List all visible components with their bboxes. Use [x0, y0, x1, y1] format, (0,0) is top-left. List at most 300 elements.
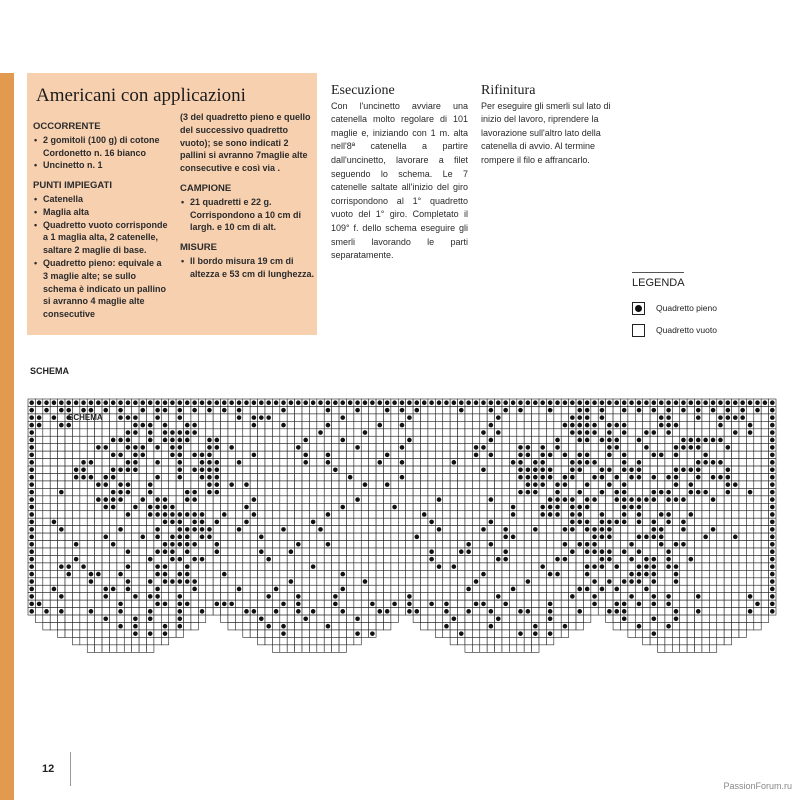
grid-cell [102, 429, 109, 436]
grid-cell [265, 615, 272, 622]
grid-cell [391, 474, 398, 481]
grid-cell [324, 555, 331, 562]
filled-dot [155, 594, 160, 599]
grid-cell [754, 481, 761, 488]
grid-cell [317, 637, 324, 644]
filled-dot [155, 572, 160, 577]
grid-cell [465, 533, 472, 540]
grid-cell [554, 608, 561, 615]
grid-cell [443, 481, 450, 488]
filled-dot [237, 587, 242, 592]
filled-dot [178, 609, 183, 614]
grid-cell [95, 548, 102, 555]
grid-cell [702, 608, 709, 615]
grid-cell [754, 421, 761, 428]
filled-dot [592, 497, 597, 502]
filled-dot [592, 400, 597, 405]
grid-cell [421, 585, 428, 592]
grid-cell [435, 578, 442, 585]
grid-cell [398, 555, 405, 562]
grid-cell [539, 548, 546, 555]
grid-cell [480, 511, 487, 518]
filled-dot [29, 587, 34, 592]
grid-cell [458, 578, 465, 585]
grid-cell [583, 533, 590, 540]
grid-cell [58, 466, 65, 473]
grid-cell [235, 481, 242, 488]
grid-cell [665, 503, 672, 510]
filled-dot [748, 490, 753, 495]
filled-dot [29, 460, 34, 465]
grid-cell [206, 414, 213, 421]
filled-dot [518, 445, 523, 450]
grid-cell [569, 600, 576, 607]
filled-dot [252, 453, 257, 458]
grid-cell [435, 466, 442, 473]
filled-dot [281, 408, 286, 413]
grid-cell [398, 578, 405, 585]
grid-cell [124, 645, 131, 652]
grid-cell [302, 578, 309, 585]
grid-cell [643, 481, 650, 488]
grid-cell [724, 623, 731, 630]
grid-cell [339, 593, 346, 600]
grid-cell [546, 593, 553, 600]
filled-dot [770, 423, 775, 428]
filled-dot [140, 423, 145, 428]
grid-cell [502, 593, 509, 600]
grid-cell [561, 615, 568, 622]
grid-cell [502, 496, 509, 503]
filled-dot [652, 453, 657, 458]
filled-dot [585, 408, 590, 413]
filled-dot [570, 512, 575, 517]
grid-cell [287, 555, 294, 562]
filled-dot [178, 602, 183, 607]
filled-dot [622, 497, 627, 502]
filled-dot [155, 475, 160, 480]
grid-cell [280, 541, 287, 548]
grid-cell [43, 578, 50, 585]
grid-cell [309, 555, 316, 562]
grid-cell [302, 593, 309, 600]
filled-dot [696, 400, 701, 405]
grid-cell [65, 451, 72, 458]
grid-cell [169, 630, 176, 637]
grid-cell [406, 578, 413, 585]
grid-cell [43, 600, 50, 607]
grid-cell [643, 414, 650, 421]
grid-cell [509, 623, 516, 630]
grid-cell [206, 503, 213, 510]
grid-cell [739, 474, 746, 481]
grid-cell [80, 578, 87, 585]
grid-cell [539, 436, 546, 443]
grid-cell [754, 451, 761, 458]
filled-dot [555, 497, 560, 502]
filled-dot [570, 430, 575, 435]
grid-cell [413, 593, 420, 600]
grid-cell [502, 585, 509, 592]
grid-cell [87, 548, 94, 555]
filled-dot [755, 602, 760, 607]
grid-cell [376, 570, 383, 577]
grid-cell [176, 548, 183, 555]
filled-dot [466, 400, 471, 405]
grid-cell [354, 585, 361, 592]
grid-cell [354, 436, 361, 443]
grid-cell [680, 459, 687, 466]
filled-dot [126, 512, 131, 517]
filled-dot [266, 400, 271, 405]
grid-cell [539, 637, 546, 644]
grid-cell [346, 511, 353, 518]
grid-cell [132, 570, 139, 577]
grid-cell [295, 637, 302, 644]
grid-cell [139, 526, 146, 533]
grid-cell [80, 421, 87, 428]
filled-dot [622, 512, 627, 517]
grid-cell [746, 466, 753, 473]
filled-dot [585, 572, 590, 577]
filled-dot [563, 482, 568, 487]
grid-cell [643, 436, 650, 443]
grid-cell [109, 637, 116, 644]
grid-cell [643, 541, 650, 548]
grid-cell [206, 496, 213, 503]
grid-cell [332, 615, 339, 622]
filled-dot [207, 467, 212, 472]
filled-dot [415, 400, 420, 405]
grid-cell [87, 563, 94, 570]
filled-dot [622, 482, 627, 487]
filled-dot [155, 602, 160, 607]
grid-cell [487, 578, 494, 585]
grid-cell [450, 630, 457, 637]
grid-cell [680, 533, 687, 540]
filled-dot [81, 475, 86, 480]
grid-cell [102, 570, 109, 577]
filled-dot [592, 475, 597, 480]
grid-cell [346, 608, 353, 615]
grid-cell [517, 548, 524, 555]
grid-cell [413, 541, 420, 548]
grid-cell [265, 608, 272, 615]
grid-cell [258, 451, 265, 458]
grid-cell [302, 466, 309, 473]
grid-cell [302, 496, 309, 503]
filled-dot [629, 497, 634, 502]
grid-cell [324, 436, 331, 443]
filled-dot [659, 490, 664, 495]
grid-cell [132, 645, 139, 652]
grid-cell [139, 593, 146, 600]
grid-cell [35, 474, 42, 481]
grid-cell [302, 503, 309, 510]
grid-cell [465, 637, 472, 644]
grid-cell [413, 615, 420, 622]
grid-cell [332, 511, 339, 518]
grid-cell [95, 585, 102, 592]
filled-dot [392, 505, 397, 510]
grid-cell [465, 518, 472, 525]
grid-cell [658, 548, 665, 555]
grid-cell [732, 474, 739, 481]
grid-cell [517, 503, 524, 510]
filled-dot [540, 453, 545, 458]
grid-cell [702, 585, 709, 592]
filled-dot [355, 408, 360, 413]
grid-cell [709, 615, 716, 622]
grid-cell [598, 444, 605, 451]
grid-cell [398, 466, 405, 473]
grid-cell [147, 518, 154, 525]
filled-dot [622, 616, 627, 621]
grid-cell [709, 451, 716, 458]
grid-cell [761, 406, 768, 413]
grid-cell [339, 459, 346, 466]
filled-dot [81, 408, 86, 413]
grid-cell [250, 585, 257, 592]
grid-cell [58, 600, 65, 607]
grid-cell [228, 414, 235, 421]
grid-cell [435, 585, 442, 592]
grid-cell [635, 414, 642, 421]
grid-cell [495, 421, 502, 428]
filled-dot [489, 400, 494, 405]
grid-cell [72, 496, 79, 503]
grid-cell [695, 518, 702, 525]
grid-cell [672, 511, 679, 518]
grid-cell [302, 608, 309, 615]
grid-cell [280, 637, 287, 644]
grid-cell [295, 645, 302, 652]
filled-dot [118, 415, 123, 420]
grid-cell [280, 511, 287, 518]
grid-cell [680, 511, 687, 518]
grid-cell [117, 518, 124, 525]
grid-cell [139, 585, 146, 592]
grid-cell [65, 555, 72, 562]
grid-cell [391, 563, 398, 570]
grid-cell [213, 429, 220, 436]
grid-cell [43, 623, 50, 630]
filled-dot [178, 542, 183, 547]
grid-cell [754, 503, 761, 510]
grid-cell [95, 645, 102, 652]
grid-cell [532, 496, 539, 503]
filled-dot [629, 475, 634, 480]
filled-dot [644, 564, 649, 569]
grid-cell [746, 503, 753, 510]
filled-dot [244, 505, 249, 510]
grid-cell [658, 615, 665, 622]
grid-cell [109, 608, 116, 615]
filled-dot [326, 542, 331, 547]
grid-cell [184, 593, 191, 600]
filled-dot [155, 564, 160, 569]
filled-dot [726, 400, 731, 405]
grid-cell [206, 563, 213, 570]
filled-dot [178, 430, 183, 435]
grid-cell [458, 451, 465, 458]
grid-cell [317, 548, 324, 555]
grid-cell [132, 488, 139, 495]
grid-cell [650, 444, 657, 451]
filled-dot [600, 475, 605, 480]
grid-cell [717, 630, 724, 637]
grid-cell [413, 496, 420, 503]
grid-cell [546, 481, 553, 488]
grid-cell [495, 541, 502, 548]
grid-cell [339, 474, 346, 481]
grid-cell [317, 503, 324, 510]
grid-cell [428, 459, 435, 466]
grid-cell [369, 593, 376, 600]
grid-cell [376, 623, 383, 630]
grid-cell [65, 623, 72, 630]
filled-dot [207, 535, 212, 540]
grid-cell [346, 444, 353, 451]
grid-cell [465, 600, 472, 607]
grid-cell [495, 518, 502, 525]
grid-cell [287, 630, 294, 637]
grid-cell [480, 459, 487, 466]
filled-dot [607, 579, 612, 584]
grid-cell [524, 541, 531, 548]
grid-cell [339, 451, 346, 458]
grid-cell [635, 444, 642, 451]
grid-cell [761, 481, 768, 488]
grid-cell [35, 608, 42, 615]
grid-cell [221, 496, 228, 503]
grid-cell [754, 488, 761, 495]
grid-cell [272, 600, 279, 607]
filled-dot [170, 505, 175, 510]
grid-cell [680, 563, 687, 570]
grid-cell [198, 503, 205, 510]
filled-dot [66, 408, 71, 413]
grid-cell [58, 570, 65, 577]
filled-dot [518, 631, 523, 636]
filled-dot [592, 542, 597, 547]
filled-dot [659, 415, 664, 420]
grid-cell [213, 526, 220, 533]
filled-dot [770, 572, 775, 577]
grid-cell [598, 578, 605, 585]
grid-cell [280, 645, 287, 652]
grid-cell [391, 451, 398, 458]
grid-cell [487, 645, 494, 652]
grid-cell [228, 518, 235, 525]
grid-cell [272, 526, 279, 533]
filled-dot [118, 490, 123, 495]
grid-cell [480, 533, 487, 540]
grid-cell [398, 496, 405, 503]
grid-cell [472, 615, 479, 622]
filled-dot [59, 400, 64, 405]
grid-cell [228, 511, 235, 518]
grid-cell [35, 585, 42, 592]
filled-dot [29, 609, 34, 614]
filled-dot [126, 549, 131, 554]
grid-cell [198, 436, 205, 443]
grid-cell [43, 496, 50, 503]
grid-cell [109, 570, 116, 577]
grid-cell [361, 518, 368, 525]
grid-cell [191, 615, 198, 622]
grid-cell [746, 526, 753, 533]
grid-cell [472, 406, 479, 413]
grid-cell [265, 511, 272, 518]
grid-cell [80, 429, 87, 436]
grid-cell [58, 615, 65, 622]
grid-cell [109, 459, 116, 466]
grid-cell [309, 578, 316, 585]
grid-cell [383, 436, 390, 443]
filled-dot [466, 609, 471, 614]
filled-dot [29, 542, 34, 547]
grid-cell [613, 578, 620, 585]
filled-dot [155, 587, 160, 592]
grid-cell [369, 466, 376, 473]
grid-cell [332, 548, 339, 555]
filled-dot [585, 542, 590, 547]
grid-cell [221, 608, 228, 615]
filled-dot [622, 549, 627, 554]
grid-cell [35, 518, 42, 525]
grid-cell [458, 459, 465, 466]
grid-cell [502, 637, 509, 644]
filled-dot [29, 564, 34, 569]
filled-dot [614, 497, 619, 502]
grid-cell [517, 637, 524, 644]
grid-cell [102, 578, 109, 585]
filled-dot [281, 602, 286, 607]
grid-cell [243, 414, 250, 421]
filled-dot [607, 482, 612, 487]
grid-cell [695, 555, 702, 562]
grid-cell [265, 474, 272, 481]
filled-dot [103, 400, 108, 405]
grid-cell [50, 459, 57, 466]
grid-cell [754, 466, 761, 473]
filled-dot [215, 400, 220, 405]
grid-cell [687, 414, 694, 421]
filled-dot [770, 535, 775, 540]
grid-cell [302, 406, 309, 413]
grid-cell [687, 623, 694, 630]
grid-cell [732, 630, 739, 637]
grid-cell [591, 570, 598, 577]
filled-dot [207, 438, 212, 443]
grid-cell [524, 645, 531, 652]
filled-dot [585, 549, 590, 554]
grid-cell [569, 488, 576, 495]
grid-cell [87, 481, 94, 488]
grid-cell [754, 578, 761, 585]
grid-cell [228, 555, 235, 562]
grid-cell [280, 548, 287, 555]
filled-dot [570, 400, 575, 405]
filled-dot [592, 549, 597, 554]
grid-cell [465, 645, 472, 652]
filled-dot [326, 512, 331, 517]
grid-cell [50, 451, 57, 458]
grid-cell [95, 429, 102, 436]
grid-cell [598, 481, 605, 488]
filled-dot [770, 415, 775, 420]
